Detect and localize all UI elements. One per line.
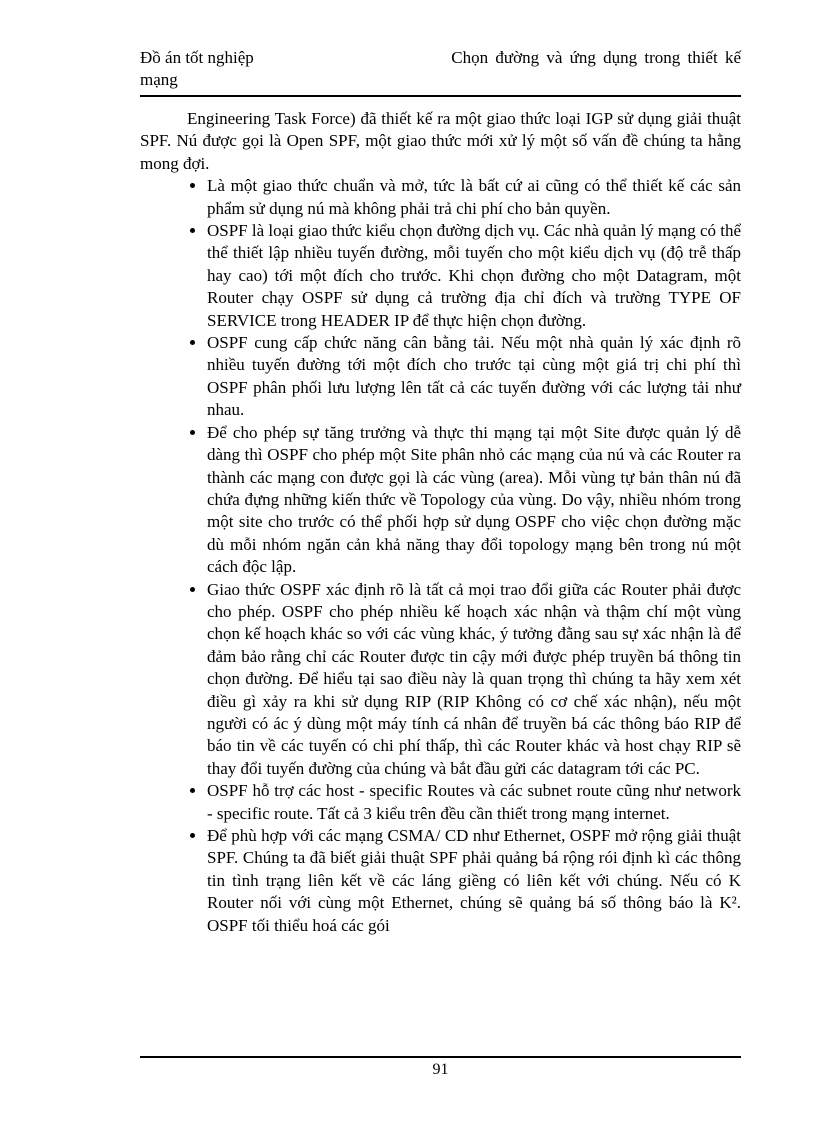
page-number: 91 bbox=[432, 1061, 449, 1078]
bullet-item-authentication: • Giao thức OSPF xác định rõ là tất cả mọi trao đổi giữa các Router phải được cho phép. OSPF cho phép nhiều kế hoạch xác nhận và thậm chí một vùng chọn kế hoạch khác so với các vùng khác, ý tưởng đằng sau sự xác nhận là để đảm bảo rằng chỉ các Router được tin cậy mới được phép truyền bá thông tin chọn đường. Để hiểu tại sao điều này là quan trọng thì chúng ta hãy xem xét điều gì xảy ra khi sử dụng RIP (RIP Không có cơ chế xác nhận), nếu một người có ác ý dùng một máy tính cá nhân để truyền bá các thông báo RIP để báo tin về các tuyến có chi phí thấp, thì các Router khác và host chạy RIP sẽ thay đổi tuyến đường của chúng và bắt đầu gửi các datagram tới các PC. bbox=[207, 579, 741, 781]
page-footer bbox=[140, 1060, 741, 1080]
header-left-text-line2: mạng bbox=[140, 70, 178, 89]
header-left-text: Đồ án tốt nghiệp bbox=[140, 48, 254, 67]
header-right-text: Chọn đường và ứng dụng trong thiết kế bbox=[451, 48, 741, 67]
bullet-item-areas: • Để cho phép sự tăng trưởng và thực thi mạng tại một Site được quản lý dễ dàng thì OSPF cho phép một Site phân nhỏ các mạng của nú và các Router ra thành các mạng con được gọi là các vùng (area). Mỗi vùng tự bản thân nú đã chứa đựng những kiến thức về Topology của vùng. Do vậy, nhiều nhóm trong một site cho trước có thể phối hợp sử dụng OSPF cho việc chọn đường mặc dù mỗi nhóm ngăn cản khả năng thay đổi topology mạng bên trong nú một cách độc lập. bbox=[207, 422, 741, 579]
bullet-item-type-of-service: • OSPF là loại giao thức kiểu chọn đường dịch vụ. Các nhà quản lý mạng có thể thể thiết lập nhiều tuyến đường, mỗi tuyến cho một kiểu dịch vụ (độ trễ thấp hay cao) tới một đích cho trước. Khi chọn đường cho một Datagram, một Router chạy OSPF sử dụng cả trường địa chỉ đích và trường TYPE OF SERVICE trong HEADER IP để thực hiện chọn đường. bbox=[207, 220, 741, 332]
bullet-list bbox=[140, 175, 741, 937]
document-body bbox=[140, 108, 741, 937]
header-line-2 bbox=[140, 69, 741, 91]
page-header bbox=[140, 47, 741, 91]
header-line-1 bbox=[140, 47, 741, 69]
bullet-item-route-types: • OSPF hỗ trợ các host - specific Routes và các subnet route cũng như network - specific route. Tất cả 3 kiểu trên đều cần thiết trong mạng internet. bbox=[207, 780, 741, 825]
bullet-item-load-balancing: • OSPF cung cấp chức năng cân bằng tải. Nếu một nhà quản lý xác định rõ nhiều tuyến đường tới một đích cho trước tại cùng một giá trị chi phí thì OSPF phân phối lưu lượng lên tất cả các tuyến đường với các lượng tải như nhau. bbox=[207, 332, 741, 422]
intro-paragraph: Engineering Task Force) đã thiết kế ra một giao thức loại IGP sử dụng giải thuật SPF. Nú được gọi là Open SPF, một giao thức mới xử lý một số vấn đề chúng ta hằng mong đợi. bbox=[140, 109, 741, 173]
header-rule bbox=[140, 95, 741, 97]
footer-rule bbox=[140, 1056, 741, 1058]
bullet-item-standard-open: • Là một giao thức chuẩn và mở, tức là bất cứ ai cũng có thể thiết kế các sản phẩm sử dụng nú mà không phải trả chi phí cho bản quyền. bbox=[207, 175, 741, 220]
bullet-item-csma-cd: • Để phù hợp với các mạng CSMA/ CD như Ethernet, OSPF mở rộng giải thuật SPF. Chúng ta đã biết giải thuật SPF phải quảng bá rộng rói định kì các thông tin tình trạng liên kết về các láng giềng có liên kết với chúng. Nếu có K Router nối với cùng một Ethernet, chúng sẽ quảng bá số thông báo là K². OSPF tối thiểu hoá các gói bbox=[207, 825, 741, 937]
